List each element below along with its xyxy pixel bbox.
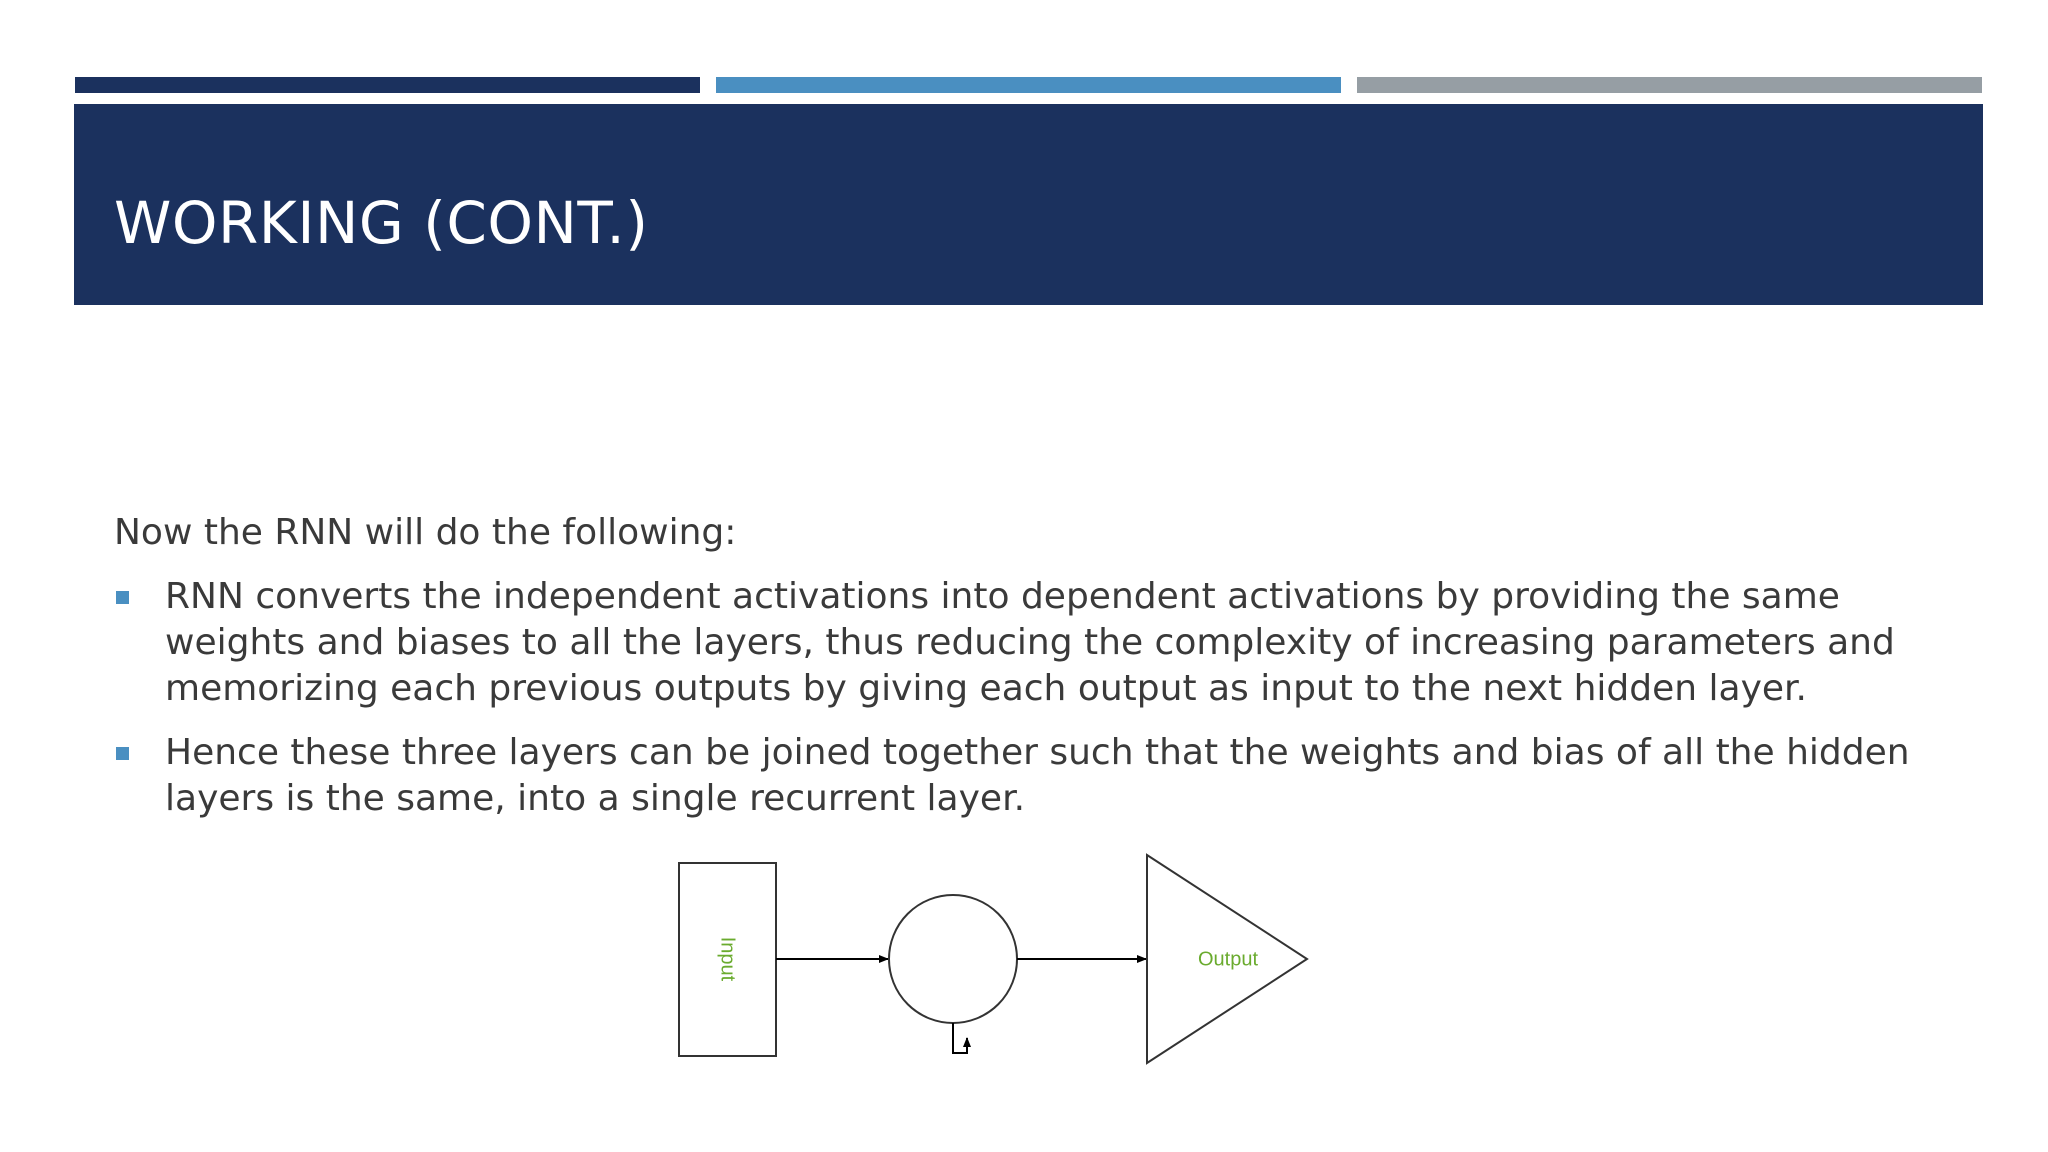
- accent-stripe-navy: [75, 77, 700, 93]
- slide-title: WORKING (CONT.): [114, 189, 649, 257]
- accent-stripe-blue: [716, 77, 1341, 93]
- title-bar: [74, 104, 1983, 305]
- slide-content: [114, 510, 1974, 826]
- square-bullet-icon: [116, 591, 129, 604]
- bullet-text: RNN converts the independent activations into dependent activations by providing the same weights and biases to all the layers, thus reducing the complexity of increasing parameters and memorizing each previous outputs by giving each output as input to the next hidden layer.: [165, 576, 1895, 709]
- output-label: Output: [1197, 948, 1259, 971]
- input-label: Input: [716, 936, 739, 982]
- rnn-diagram: [670, 846, 1320, 1071]
- square-bullet-icon: [116, 747, 129, 760]
- intro-text: Now the RNN will do the following:: [114, 512, 737, 553]
- bullet-item: [114, 730, 1974, 822]
- hidden-layer-node: [889, 895, 1017, 1023]
- recurrent-loop-arrow: [953, 1023, 967, 1053]
- bullet-item: [114, 574, 1974, 712]
- bullet-text: Hence these three layers can be joined together such that the weights and bias of all the hidden layers is the same, into a single recurrent layer.: [165, 732, 1910, 819]
- rnn-diagram-svg: [670, 846, 1320, 1071]
- accent-stripe-gray: [1357, 77, 1982, 93]
